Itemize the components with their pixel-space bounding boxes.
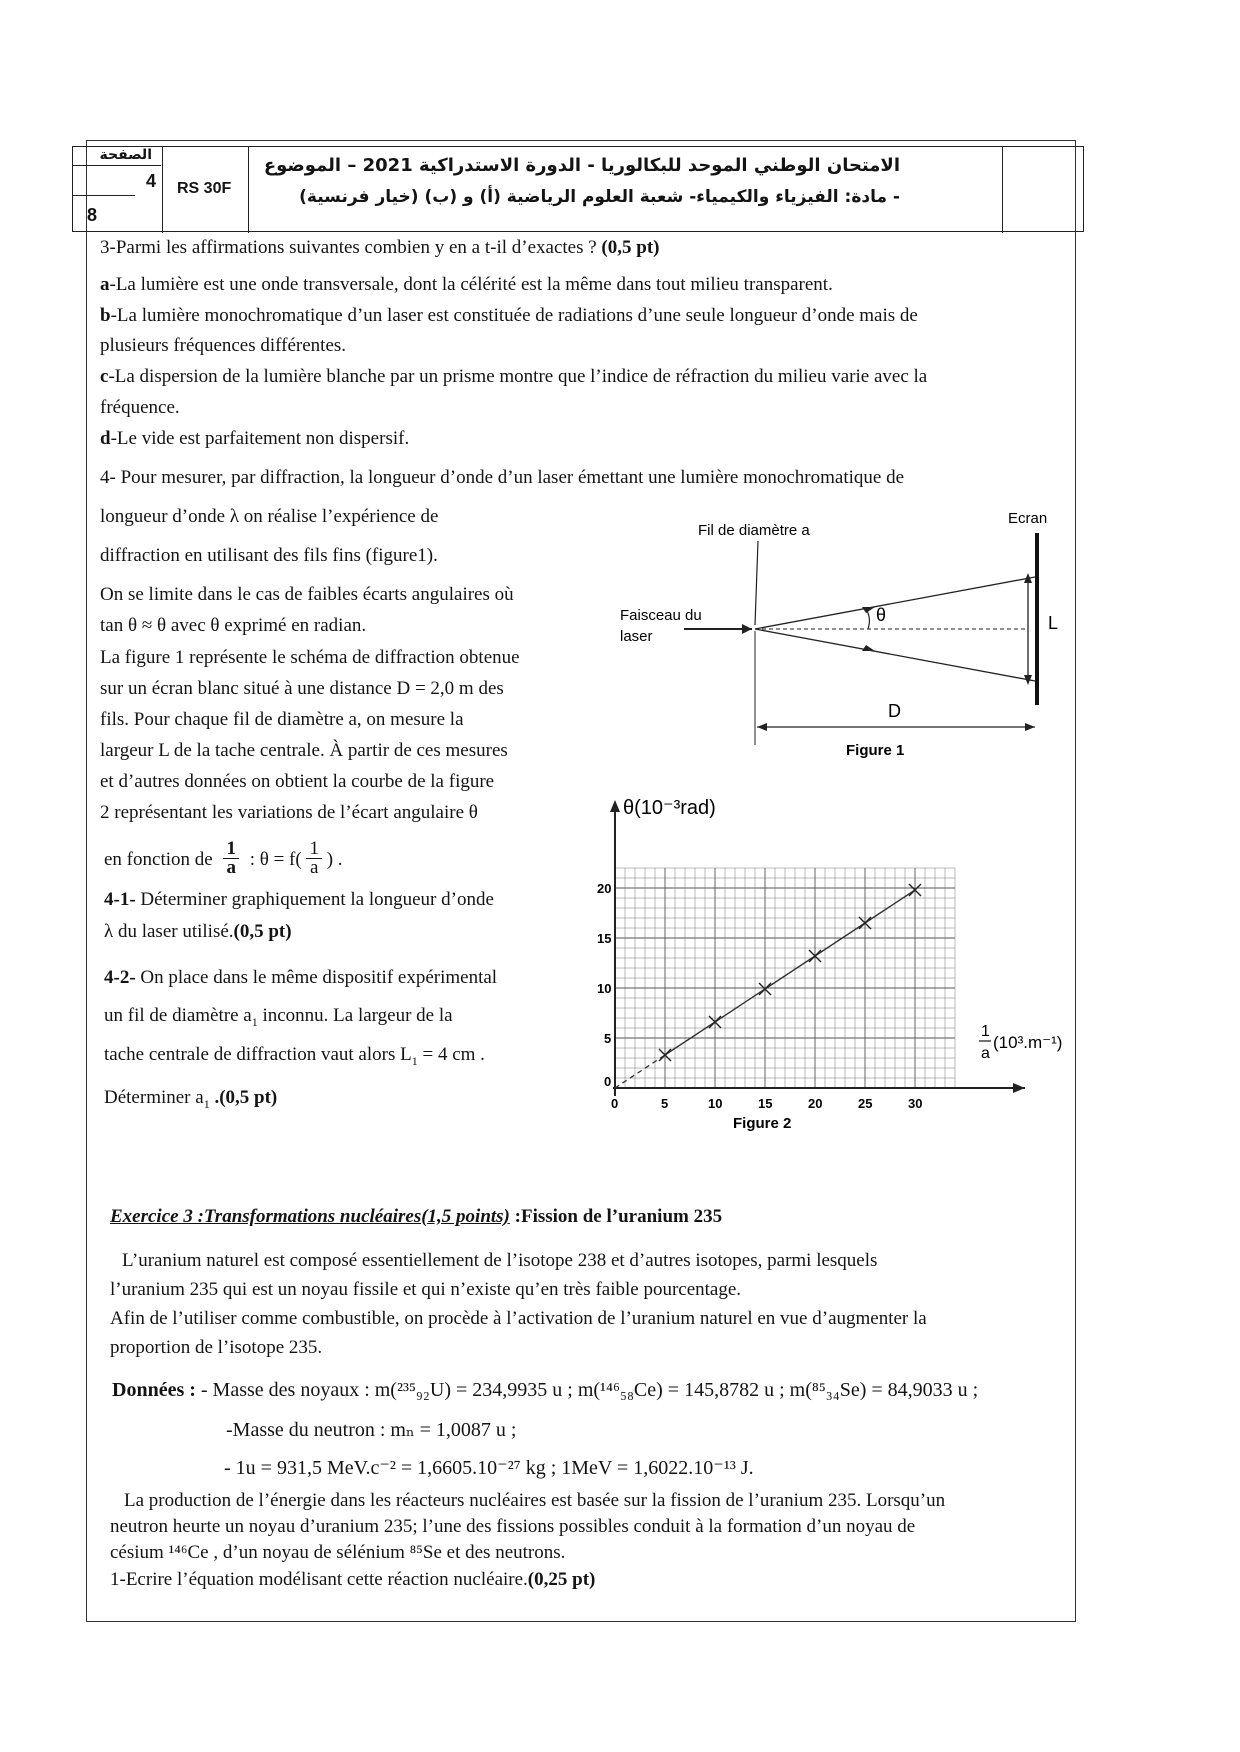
q42-sub-3: 1 <box>203 1096 210 1111</box>
q4-function-line <box>104 838 343 879</box>
q42-text2: un fil de diamètre a <box>104 1005 252 1026</box>
y-tick-label: 20 <box>597 881 612 896</box>
q3-c-label: c <box>100 366 109 387</box>
y-tick-label: 0 <box>604 1074 612 1089</box>
y-axis-label: θ(10⁻³rad) <box>623 797 716 819</box>
q41-points: (0,5 pt) <box>233 921 292 942</box>
fit-line-extrapolation <box>615 1055 665 1088</box>
page-number-cell <box>73 147 163 233</box>
y-tick-label: 15 <box>597 931 612 946</box>
donnees-label: Données : <box>112 1379 196 1401</box>
q42-points: .(0,5 pt) <box>209 1087 278 1108</box>
title-cell <box>249 147 1003 233</box>
q42-text4: tache centrale de diffraction vaut alors L <box>104 1044 412 1065</box>
q3-d-label: d <box>100 428 111 449</box>
fraction-num-2: 1 <box>306 840 322 859</box>
q4-function-text: en fonction de <box>104 848 213 870</box>
fraction-num: 1 <box>223 840 239 859</box>
chart-title: Figure 2 <box>733 1115 792 1132</box>
q41 <box>104 888 494 912</box>
x-label-unit: (10³.m⁻¹) <box>993 1033 1063 1052</box>
fig1-D-arrow-left <box>757 723 767 731</box>
exam-title-line2: - مادة: الفيزياء والكيمياء- شعبة العلوم الرياضية (أ) و (ب) (خيار فرنسية) <box>299 187 900 207</box>
y-tick-label: 10 <box>597 981 612 996</box>
fig1-lower-ray <box>755 629 1035 681</box>
q3-c-text-1: -La dispersion de la lumière blanche par un prisme montre que l’indice de réfraction du milieu varie avec la <box>108 366 928 387</box>
q42-line4 <box>104 1086 277 1116</box>
fig1-theta: θ <box>876 605 887 625</box>
code-cell <box>163 147 249 233</box>
ex3-q1 <box>110 1568 595 1592</box>
q4-p3-4: largeur L de la tache centrale. À partir de ces mesures <box>100 740 508 761</box>
q3-points: (0,5 pt) <box>601 237 660 258</box>
q42-text5: = 4 cm . <box>417 1044 485 1065</box>
ex3-p1-1: L’uranium naturel est composé essentiellement de l’isotope 238 et d’autres isotopes, parmi lesquels <box>122 1250 878 1271</box>
fig1-upper-ray <box>755 577 1035 629</box>
ex3-heading <box>110 1205 722 1229</box>
fig1-label-fil: Fil de diamètre a <box>698 522 810 539</box>
q3-c-text-2: fréquence. <box>100 397 180 418</box>
q4-intro-1: 4- Pour mesurer, par diffraction, la longueur d’onde d’un laser émettant une lumière monochromatique de <box>100 467 905 488</box>
page-number: 4 <box>145 171 156 191</box>
fig1-label-ecran: Ecran <box>1008 510 1048 527</box>
q3-a-text: -La lumière est une onde transversale, dont la célérité est la même dans tout milieu transparent. <box>109 274 833 295</box>
fig1-laser-arrow <box>742 624 752 634</box>
fig1-D-arrow-right <box>1025 723 1035 731</box>
fit-line <box>665 890 915 1055</box>
q42-line3 <box>104 1043 485 1073</box>
fig1-fil-pointer <box>755 541 758 625</box>
q3-option-b <box>100 304 918 328</box>
x-tick-label: 20 <box>808 1096 823 1111</box>
fig1-D-label: D <box>888 701 901 721</box>
q4-intro-3: diffraction en utilisant des fils fins (figure1). <box>100 545 438 566</box>
x-tick-label: 30 <box>908 1096 923 1111</box>
donnees-d1: - Masse des noyaux : m(²³⁵₉₂U) = 234,9935 u ; m(¹⁴⁶₅₈Ce) = 145,8782 u ; m(⁸⁵₃₄Se) = 84,9033 u ; <box>195 1379 979 1401</box>
q3-b-text-1: -La lumière monochromatique d’un laser est constituée de radiations d’une seule longueur d’onde mais de <box>110 305 918 326</box>
fraction-1-over-a-2 <box>306 840 322 877</box>
q4-p3-3: fils. Pour chaque fil de diamètre a, on mesure la <box>100 709 464 730</box>
y-axis-arrow <box>610 800 620 812</box>
fig1-upper-arrow <box>862 607 875 613</box>
ex3-title: Exercice 3 :Transformations nucléaires(1,5 points) <box>110 1206 510 1227</box>
x-label-num: 1 <box>981 1023 990 1040</box>
exam-header <box>72 146 1084 232</box>
q3-question <box>100 236 659 260</box>
fig1-label-faisceau: Faisceau du <box>620 607 702 624</box>
x-tick-label: 5 <box>661 1096 669 1111</box>
q42-label: 4-2- <box>104 967 136 988</box>
ex3-q1-points: (0,25 pt) <box>527 1569 596 1590</box>
q3-option-c <box>100 365 927 389</box>
q3-b-text-2: plusieurs fréquences différentes. <box>100 335 347 356</box>
q3-a-label: a <box>100 274 110 295</box>
fraction-den-2: a <box>309 857 319 878</box>
q42-text6: Déterminer a <box>104 1087 204 1108</box>
x-tick-label: 0 <box>611 1096 619 1111</box>
donnees-d3: - 1u = 931,5 MeV.c⁻² = 1,6605.10⁻²⁷ kg ; 1MeV = 1,6022.10⁻¹³ J. <box>224 1457 754 1479</box>
function-close: ) . <box>326 848 343 870</box>
ex3-p3-3: césium ¹⁴⁶Ce , d’un noyau de sélénium ⁸⁵Se et des neutrons. <box>110 1542 566 1563</box>
q42-text3: inconnu. La largeur de la <box>257 1005 453 1026</box>
exam-code: RS 30F <box>177 180 232 197</box>
ex3-p3-1: La production de l’énergie dans les réacteurs nucléaires est basée sur la fission de l’uranium 235. Lorsqu’un <box>124 1490 946 1511</box>
q41-label: 4-1- <box>104 889 136 910</box>
q42-text: On place dans le même dispositif expérimental <box>135 967 498 988</box>
q4-p2-1: On se limite dans le cas de faibles écarts angulaires où <box>100 584 514 605</box>
total-pages: 8 <box>87 205 98 225</box>
figure-2-chart <box>585 790 1070 1150</box>
y-tick-label: 5 <box>604 1031 612 1046</box>
fig1-label-laser: laser <box>620 628 653 645</box>
fraction-den: a <box>226 857 236 878</box>
ex3-p2-2: proportion de l’isotope 235. <box>110 1337 323 1358</box>
fraction-1-over-a <box>223 840 239 877</box>
fig1-lower-arrow <box>862 645 875 651</box>
q3-option-d <box>100 427 409 451</box>
ex3-p1-2: l’uranium 235 qui est un noyau fissile et qui n’existe qu’en très faible pourcentage. <box>110 1279 742 1300</box>
x-axis-arrow <box>1013 1083 1025 1093</box>
q4-p3-2: sur un écran blanc situé à une distance D = 2,0 m des <box>100 678 504 699</box>
q4-p2-2: tan θ ≈ θ avec θ exprimé en radian. <box>100 615 367 636</box>
q42-line2 <box>104 1004 453 1034</box>
x-label-den: a <box>981 1045 990 1062</box>
exam-title-line1: الامتحان الوطني الموحد للبكالوريا - الدورة الاستدراكية 2021 – الموضوع <box>263 155 900 176</box>
x-tick-label: 10 <box>708 1096 723 1111</box>
chart-ticks <box>597 881 922 1111</box>
q3-d-text: -Le vide est parfaitement non dispersif. <box>110 428 410 449</box>
q41-text: Déterminer graphiquement la longueur d’onde <box>135 889 494 910</box>
q4-p3-5: et d’autres données on obtient la courbe de la figure <box>100 771 495 792</box>
q42 <box>104 966 497 990</box>
ex3-q1-text: 1-Ecrire l’équation modélisant cette réaction nucléaire. <box>110 1569 528 1590</box>
q4-p3-1: La figure 1 représente le schéma de diffraction obtenue <box>100 647 520 668</box>
fig1-L-label: L <box>1048 613 1059 633</box>
q3-option-a <box>100 273 833 297</box>
donnees-d2: -Masse du neutron : mₙ = 1,0087 u ; <box>226 1419 517 1441</box>
q3-question-text: 3-Parmi les affirmations suivantes combien y en a t-il d’exactes ? <box>100 237 597 258</box>
q3-b-label: b <box>100 305 111 326</box>
ex3-subtitle: :Fission de l’uranium 235 <box>509 1206 723 1227</box>
q42-sub-2: 1 <box>411 1053 418 1068</box>
ex3-p2-1: Afin de l’utiliser comme combustible, on procède à l’activation de l’uranium naturel en vue d’augmenter la <box>110 1308 927 1329</box>
q4-intro-2: longueur d’onde λ on réalise l’expérience de <box>100 506 439 527</box>
figure-1-diagram <box>610 505 1070 760</box>
q4-p3-6: 2 représentant les variations de l’écart angulaire θ <box>100 802 478 823</box>
ex3-donnees <box>112 1378 978 1402</box>
function-theta: : θ = f( <box>249 848 302 870</box>
fig1-caption: Figure 1 <box>846 742 905 759</box>
page-label: الصفحة <box>99 147 152 163</box>
q41-line2 <box>104 920 292 944</box>
q42-sub: 1 <box>251 1014 258 1029</box>
q41-text2: λ du laser utilisé. <box>104 921 234 942</box>
x-tick-label: 15 <box>758 1096 773 1111</box>
x-tick-label: 25 <box>858 1096 873 1111</box>
ex3-p3-2: neutron heurte un noyau d’uranium 235; l’une des fissions possibles conduit à la formation d’un noyau de <box>110 1516 916 1537</box>
